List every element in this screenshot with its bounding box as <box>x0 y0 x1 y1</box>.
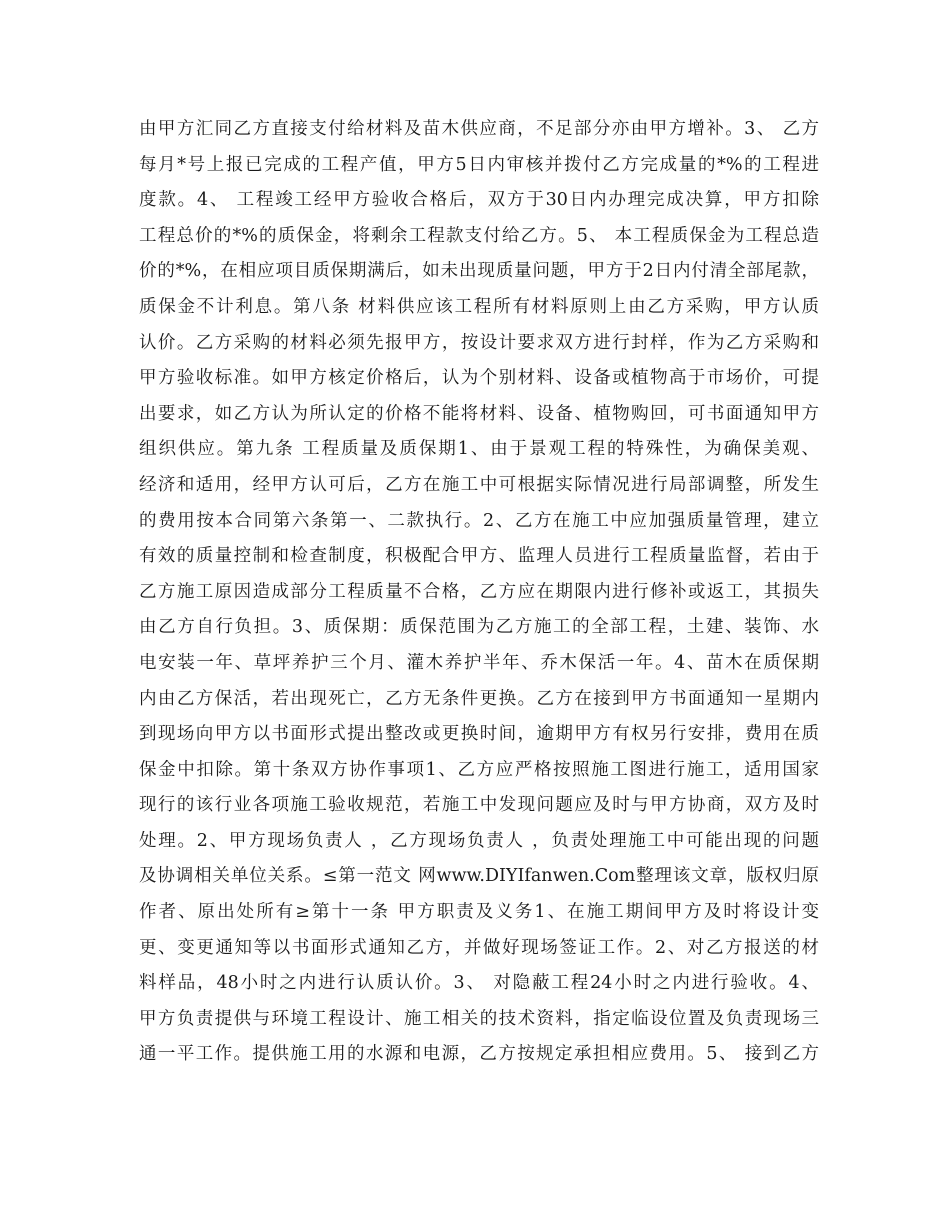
text-line: 现行的该行业各项施工验收规范，若施工中发现问题应及时与甲方协商，双方及时 <box>139 795 819 816</box>
text-line: 每月*号上报已完成的工程产值，甲方5日内审核并拨付乙方完成量的*%的工程进 <box>139 154 819 175</box>
text-line: 处理。2、甲方现场负责人 ，乙方现场负责人 ，负责处理施工中可能出现的问题 <box>139 830 819 851</box>
text-line: 工程总价的*%的质保金，将剩余工程款支付给乙方。5、 本工程质保金为工程总造 <box>139 225 819 246</box>
text-line: 有效的质量控制和检查制度，积极配合甲方、监理人员进行工程质量监督，若由于 <box>139 546 819 567</box>
text-line: 电安装一年、草坪养护三个月、灌木养护半年、乔木保活一年。4、苗木在质保期 <box>139 652 819 673</box>
text-line: 到现场向甲方以书面形式提出整改或更换时间，逾期甲方有权另行安排，费用在质 <box>139 724 819 745</box>
text-line: 更、变更通知等以书面形式通知乙方，并做好现场签证工作。2、对乙方报送的材 <box>139 937 819 958</box>
text-line: 认价。乙方采购的材料必须先报甲方，按设计要求双方进行封样，作为乙方采购和 <box>139 332 819 353</box>
text-line: 组织供应。第九条 工程质量及质保期1、由于景观工程的特殊性，为确保美观、 <box>139 439 819 460</box>
text-line: 的费用按本合同第六条第一、二款执行。2、乙方在施工中应加强质量管理，建立 <box>139 510 819 531</box>
text-line: 甲方负责提供与环境工程设计、施工相关的技术资料，指定临设位置及负责现场三 <box>139 1008 819 1029</box>
text-line: 乙方施工原因造成部分工程质量不合格，乙方应在期限内进行修补或返工，其损失 <box>139 581 819 602</box>
text-line: 价的*%，在相应项目质保期满后，如未出现质量问题，甲方于2日内付清全部尾款， <box>139 261 819 282</box>
text-line: 由乙方自行负担。3、质保期：质保范围为乙方施工的全部工程，土建、装饰、水 <box>139 617 819 638</box>
text-line: 及协调相关单位关系。≤第一范文 网www.DIYIfanwen.Com整理该文章，版权归原 <box>139 866 819 887</box>
text-line: 保金中扣除。第十条双方协作事项1、乙方应严格按照施工图进行施工，适用国家 <box>139 759 819 780</box>
text-line: 料样品，48小时之内进行认质认价。3、 对隐蔽工程24小时之内进行验收。4、 <box>139 973 819 994</box>
text-line: 度款。4、 工程竣工经甲方验收合格后，双方于30日内办理完成决算，甲方扣除 <box>139 190 819 211</box>
contract-body-text <box>139 112 819 1073</box>
text-line: 通一平工作。提供施工用的水源和电源，乙方按规定承担相应费用。5、 接到乙方 <box>139 1044 819 1065</box>
text-line: 内由乙方保活，若出现死亡，乙方无条件更换。乙方在接到甲方书面通知一星期内 <box>139 688 819 709</box>
text-line: 由甲方汇同乙方直接支付给材料及苗木供应商，不足部分亦由甲方增补。3、 乙方 <box>139 119 819 139</box>
text-line: 出要求，如乙方认为所认定的价格不能将材料、设备、植物购回，可书面通知甲方 <box>139 403 819 424</box>
text-line: 作者、原出处所有≥第十一条 甲方职责及义务1、在施工期间甲方及时将设计变 <box>139 902 819 923</box>
text-line: 甲方验收标准。如甲方核定价格后，认为个别材料、设备或植物高于市场价，可提 <box>139 368 819 389</box>
text-line: 经济和适用，经甲方认可后，乙方在施工中可根据实际情况进行局部调整，所发生 <box>139 474 819 495</box>
text-line: 质保金不计利息。第八条 材料供应该工程所有材料原则上由乙方采购，甲方认质 <box>139 296 819 317</box>
